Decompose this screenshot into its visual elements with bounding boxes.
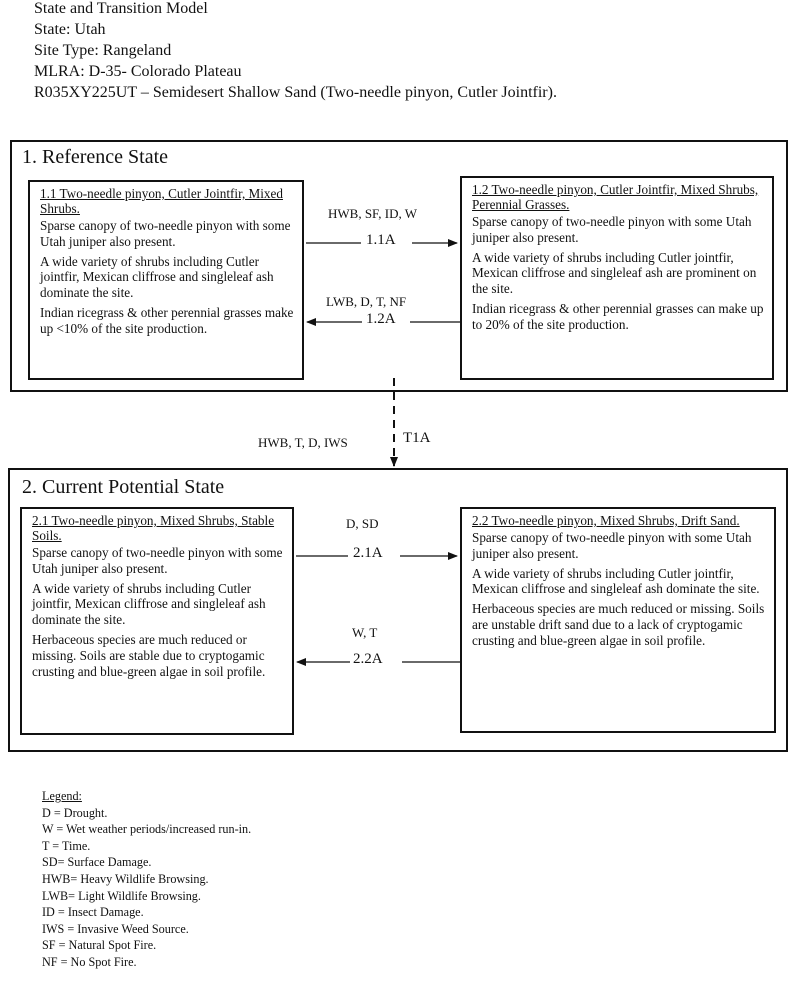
pathway-1-1a-code: 1.1A [366,232,396,248]
community-1-1-box [28,180,304,380]
legend-item: IWS = Invasive Weed Source. [42,921,189,936]
community-1-1-shrubs: A wide variety of shrubs including Cutler jointfir, Mexican cliffrose and singleleaf ash dominate the site. [40,253,274,301]
legend-item: SD= Surface Damage. [42,855,152,870]
community-2-2-shrubs: A wide variety of shrubs including Cutler jointfir, Mexican cliffrose and singleleaf ash dominate the site. [472,565,760,597]
community-2-1-shrubs: A wide variety of shrubs including Cutler jointfir, Mexican cliffrose and singleleaf ash dominate the site. [32,580,266,628]
community-2-1-box [20,507,294,735]
header-line-title: State and Transition Model [34,0,208,17]
pathway-1-2a-drivers: LWB, D, T, NF [326,294,407,309]
header-line-site-type: Site Type: Rangeland [34,42,172,59]
legend-item: D = Drought. [42,805,108,820]
diagram-header [34,0,557,103]
community-2-1-soils: Herbaceous species are much reduced or missing. Soils are stable due to cryptogamic crusting and blue-green algae in soil profile. [32,631,266,679]
transition-t1a-code: T1A [403,430,431,446]
community-2-1-canopy: Sparse canopy of two-needle pinyon with some Utah juniper also present. [32,545,283,576]
legend-title: Legend: [42,789,82,803]
pathway-2-1a-drivers: D, SD [346,516,379,531]
legend-item: ID = Insect Damage. [42,905,144,920]
pathway-2-2a-drivers: W, T [352,625,378,640]
pathway-2-1a-code: 2.1A [353,545,383,561]
community-2-2-title: 2.2 Two-needle pinyon, Mixed Shrubs, Drift Sand. [472,513,740,528]
community-1-2-shrubs: A wide variety of shrubs including Cutler jointfir, Mexican cliffrose and singleleaf ash are prominent on the site. [472,249,757,297]
legend [42,788,251,971]
reference-state-title: 1. Reference State [22,146,169,168]
header-line-mlra: MLRA: D-35- Colorado Plateau [34,63,242,80]
community-1-2-box [460,176,774,380]
pathway-1-2a-code: 1.2A [366,311,396,327]
legend-item: NF = No Spot Fire. [42,954,137,969]
legend-item: SF = Natural Spot Fire. [42,938,157,953]
legend-item: LWB= Light Wildlife Browsing. [42,888,201,903]
community-1-1-title: 1.1 Two-needle pinyon, Cutler Jointfir, Mixed Shrubs. [40,186,283,216]
transition-t1a-drivers: HWB, T, D, IWS [258,435,348,450]
legend-item: HWB= Heavy Wildlife Browsing. [42,871,209,886]
community-1-2-grasses: Indian ricegrass & other perennial grasses can make up to 20% of the site production. [472,300,764,332]
header-line-state: State: Utah [34,21,106,38]
community-1-2-canopy: Sparse canopy of two-needle pinyon with some Utah juniper also present. [472,214,752,245]
community-1-2-title: 1.2 Two-needle pinyon, Cutler Jointfir, Mixed Shrubs, Perennial Grasses. [472,182,759,212]
community-2-2-canopy: Sparse canopy of two-needle pinyon with some Utah juniper also present. [472,530,752,561]
community-1-1-canopy: Sparse canopy of two-needle pinyon with some Utah juniper also present. [40,218,291,249]
pathway-1-1a-drivers: HWB, SF, ID, W [328,206,418,221]
pathway-2-2a-code: 2.2A [353,651,383,667]
header-line-ecosite: R035XY225UT – Semidesert Shallow Sand (Two-needle pinyon, Cutler Jointfir). [34,84,557,101]
community-2-1-title: 2.1 Two-needle pinyon, Mixed Shrubs, Stable Soils. [32,513,275,543]
legend-item: T = Time. [42,838,91,853]
current-potential-state-title: 2. Current Potential State [22,476,225,498]
legend-item: W = Wet weather periods/increased run-in. [42,822,252,837]
community-2-2-soils: Herbaceous species are much reduced or missing. Soils are unstable drift sand due to a lack of cryptogamic crusting and blue-green algae in soil profile. [472,601,765,648]
community-2-2-box [460,507,776,733]
community-1-1-grasses: Indian ricegrass & other perennial grasses make up <10% of the site production. [40,304,294,336]
